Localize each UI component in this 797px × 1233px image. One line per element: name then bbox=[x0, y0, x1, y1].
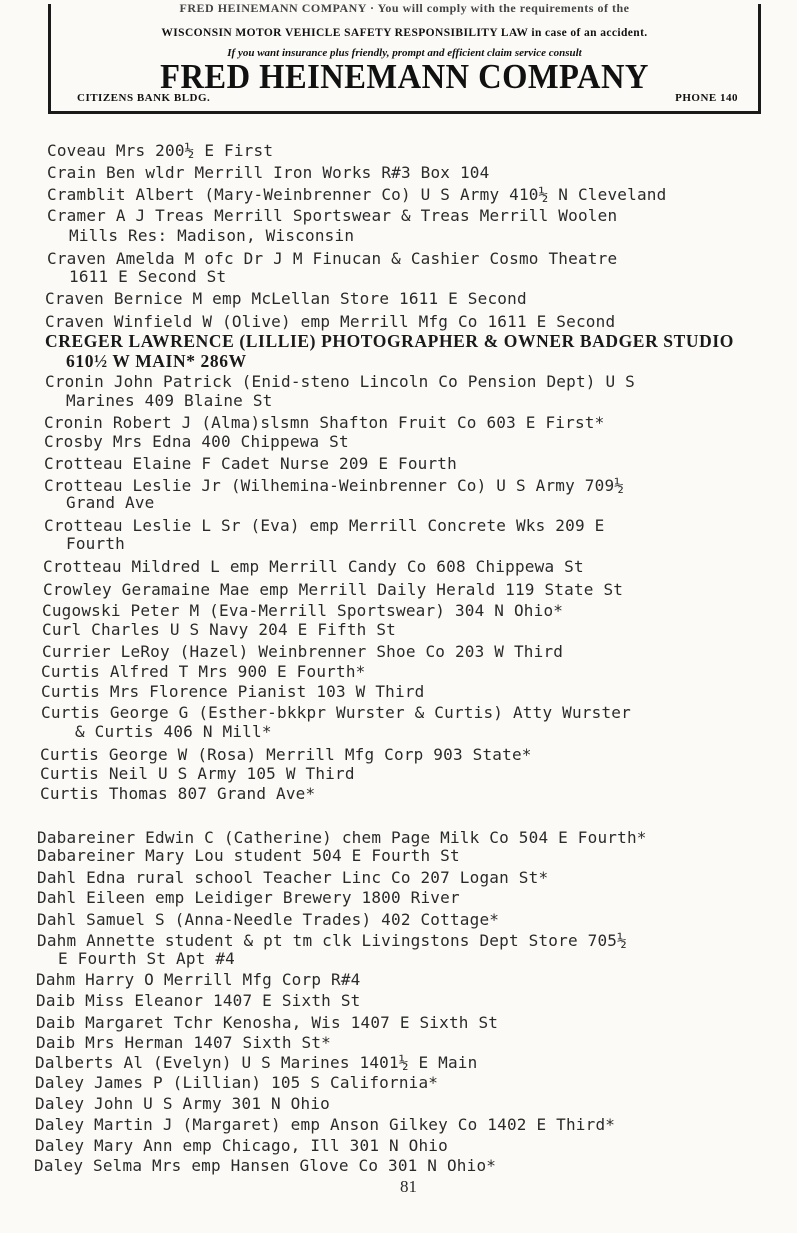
insurance-advertisement bbox=[48, 1, 761, 114]
ad-cut-off-line: FRED HEINEMANN COMPANY · You will comply with the requirements of the bbox=[179, 1, 630, 15]
directory-entry: Dabareiner Edwin C (Catherine) chem Page Milk Co 504 E Fourth* bbox=[37, 828, 647, 847]
directory-entry: Daib Margaret Tchr Kenosha, Wis 1407 E Sixth St bbox=[36, 1013, 499, 1032]
ad-phone: PHONE 140 bbox=[675, 92, 738, 104]
directory-entry-continuation: 1611 E Second St bbox=[69, 267, 227, 286]
directory-entry-continuation: E Fourth St Apt #4 bbox=[58, 949, 235, 968]
directory-entry: Curtis Mrs Florence Pianist 103 W Third bbox=[41, 682, 425, 701]
directory-entry-featured: CREGER LAWRENCE (LILLIE) PHOTOGRAPHER & OWNER BADGER STUDIO bbox=[45, 331, 734, 351]
directory-entry: Craven Bernice M emp McLellan Store 1611 E Second bbox=[45, 289, 527, 308]
directory-entry: Cronin John Patrick (Enid-steno Lincoln Co Pension Dept) U S bbox=[45, 372, 635, 391]
directory-entry: Curtis Alfred T Mrs 900 E Fourth* bbox=[41, 662, 366, 681]
directory-entry-continuation: & Curtis 406 N Mill* bbox=[75, 722, 272, 741]
directory-entry: Crotteau Mildred L emp Merrill Candy Co 608 Chippewa St bbox=[43, 557, 584, 576]
directory-entry: Daley Martin J (Margaret) emp Anson Gilkey Co 1402 E Third* bbox=[35, 1115, 616, 1134]
directory-entry: Daley Selma Mrs emp Hansen Glove Co 301 N Ohio* bbox=[34, 1156, 497, 1175]
directory-entry: Curl Charles U S Navy 204 E Fifth St bbox=[42, 620, 396, 639]
directory-entry: Dahl Samuel S (Anna-Needle Trades) 402 Cottage* bbox=[37, 910, 500, 929]
directory-entry: Coveau Mrs 200½ E First bbox=[47, 141, 274, 160]
directory-entry: Daley Mary Ann emp Chicago, Ill 301 N Ohio bbox=[35, 1136, 448, 1155]
ad-consult-line: If you want insurance plus friendly, prompt and efficient claim service consult bbox=[227, 47, 582, 59]
directory-entry-continuation: Grand Ave bbox=[66, 493, 155, 512]
directory-entry: Daib Miss Eleanor 1407 E Sixth St bbox=[36, 991, 361, 1010]
directory-entry: Dahl Edna rural school Teacher Linc Co 207 Logan St* bbox=[37, 868, 549, 887]
directory-entry: Daley James P (Lillian) 105 S California* bbox=[35, 1073, 439, 1092]
directory-entry: Crotteau Leslie L Sr (Eva) emp Merrill Concrete Wks 209 E bbox=[44, 516, 605, 535]
directory-entry: Crosby Mrs Edna 400 Chippewa St bbox=[44, 432, 349, 451]
directory-entry: Daib Mrs Herman 1407 Sixth St* bbox=[36, 1033, 331, 1052]
directory-entry: Daley John U S Army 301 N Ohio bbox=[35, 1094, 330, 1113]
ad-address: CITIZENS BANK BLDG. bbox=[77, 92, 211, 104]
directory-entry: Dabareiner Mary Lou student 504 E Fourth St bbox=[37, 846, 460, 865]
directory-entry: Dalberts Al (Evelyn) U S Marines 1401½ E Main bbox=[35, 1053, 478, 1072]
directory-entry: Dahm Harry O Merrill Mfg Corp R#4 bbox=[36, 970, 361, 989]
directory-entry: Dahl Eileen emp Leidiger Brewery 1800 River bbox=[37, 888, 460, 907]
ad-law-line: WISCONSIN MOTOR VEHICLE SAFETY RESPONSIBILITY LAW in case of an accident. bbox=[161, 27, 648, 39]
directory-entry: Crotteau Elaine F Cadet Nurse 209 E Fourth bbox=[44, 454, 457, 473]
directory-entry-continuation: Marines 409 Blaine St bbox=[66, 391, 273, 410]
directory-entry: Crowley Geramaine Mae emp Merrill Daily Herald 119 State St bbox=[43, 580, 624, 599]
directory-entry: Cronin Robert J (Alma)slsmn Shafton Fruit Co 603 E First* bbox=[44, 413, 605, 432]
directory-entry-continuation: Mills Res: Madison, Wisconsin bbox=[69, 226, 355, 245]
directory-entry: Craven Amelda M ofc Dr J M Finucan & Cashier Cosmo Theatre bbox=[47, 249, 618, 268]
directory-entry: Curtis George G (Esther-bkkpr Wurster & Curtis) Atty Wurster bbox=[41, 703, 631, 722]
directory-entry: Cugowski Peter M (Eva-Merrill Sportswear) 304 N Ohio* bbox=[42, 601, 564, 620]
directory-entry: Curtis Neil U S Army 105 W Third bbox=[40, 764, 355, 783]
directory-entry: Cramblit Albert (Mary-Weinbrenner Co) U S Army 410½ N Cleveland bbox=[47, 185, 667, 204]
directory-entry: Craven Winfield W (Olive) emp Merrill Mfg Co 1611 E Second bbox=[45, 312, 616, 331]
directory-entry-continuation: Fourth bbox=[66, 534, 125, 553]
directory-entry: Crotteau Leslie Jr (Wilhemina-Weinbrenner Co) U S Army 709½ bbox=[44, 476, 625, 495]
directory-entry: Currier LeRoy (Hazel) Weinbrenner Shoe Co 203 W Third bbox=[42, 642, 564, 661]
ad-company-name: FRED HEINEMANN COMPANY bbox=[160, 57, 649, 96]
directory-entry: Dahm Annette student & pt tm clk Livingstons Dept Store 705½ bbox=[37, 931, 627, 950]
page-number: 81 bbox=[400, 1177, 417, 1196]
directory-entry: Curtis Thomas 807 Grand Ave* bbox=[40, 784, 316, 803]
directory-entry: Curtis George W (Rosa) Merrill Mfg Corp 903 State* bbox=[40, 745, 532, 764]
directory-entry: Cramer A J Treas Merrill Sportswear & Treas Merrill Woolen bbox=[47, 206, 618, 225]
directory-entry: Crain Ben wldr Merrill Iron Works R#3 Box 104 bbox=[47, 163, 490, 182]
directory-entry-featured-continuation: 610½ W MAIN* 286W bbox=[66, 351, 247, 371]
